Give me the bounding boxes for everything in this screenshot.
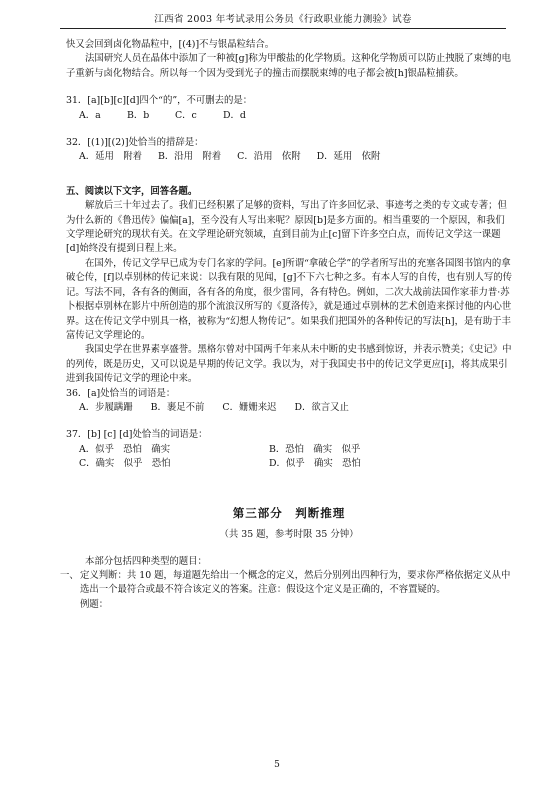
option-b: B．裹足不前 (150, 401, 205, 413)
option-c: C．沿用 依附 (237, 151, 301, 163)
passage-continuation-line: 快又会回到卤化物晶粒中，[(4)]不与银晶粒结合。 (66, 39, 275, 50)
option-c: C．姗姗来迟 (222, 401, 277, 413)
option-b: B．b (127, 109, 150, 121)
section-5-paragraph-3: 我国史学在世界素享盛誉。黑格尔曾对中国两千年来从未中断的史书感到惊讶，并表示赞美；《史记》中的列传，既是历史，又可以说是早期的传记文学。我以为，对于我国史书中的传记文学更应[i]，将其成果引进到我国传记文学的理论中来。 (66, 344, 512, 385)
section-5-paragraph-1: 解放后三十年过去了。我们已经积累了足够的资料，写出了许多回忆录、事迹考之类的专文或专著；但为什么新的《鲁迅传》偏偏[a]，至今没有人写出来呢？原因[b]是多方面的。相当重要的一个原因，和我们文学理论研究的现状有关。在文学理论研究领域，直到目前为止[c]留下许多空白点，而传记文学这一课题[d]始终没有提到日程上来。 (66, 200, 507, 255)
part-3-item-1 (60, 569, 512, 598)
item-number: 一、 (60, 569, 79, 581)
example-label: 例题： (80, 598, 109, 610)
question-32-stem: 32．[(1)][(2)]处恰当的措辞是： (66, 137, 204, 149)
option-b: B．恐怕 确实 似乎 (269, 443, 361, 455)
option-b: B．沿用 附着 (158, 151, 222, 163)
part-3-title: 第三部分 判断推理 (232, 505, 346, 520)
part-3-intro: 本部分包括四种类型的题目： (85, 555, 207, 567)
option-d: D．d (223, 109, 246, 121)
option-c: C．确实 似乎 恐怕 (79, 458, 171, 470)
question-36-stem: 36．[a]处恰当的词语是： (66, 387, 176, 399)
section-5-heading: 五、阅读以下文字，回答各题。 (66, 185, 198, 197)
part-3-subtitle: （共 35 题，参考时限 35 分钟） (219, 528, 359, 540)
option-a: A．步履蹒跚 (79, 401, 133, 413)
section-5-paragraph-2: 在国外，传记文学早已成为专门名家的学问。[e]所谓“拿破仑学”的学者所写出的充塞各国图书馆内的拿破仑传，[f]以卓别林的传记来说：以我有限的见闻，[g]不下六七种之多。有本人写的自传，也有别人写的传记。写法不同，各有各的侧面，各有各的角度，很少雷同，各有特色。例如，二次大战前法国作家菲力普·苏卜根据卓别林在影片中所创造的那个流浪汉所写的《夏洛传》，就是通过卓别林的艺术创造来探讨他的内心世界。这在传记文学中别具一格，被称为“幻想人物传记”。如果我们把国外的各种传记的写法[h]，是有助于丰富传记文学理论的。 (66, 257, 512, 341)
question-31-stem: 31．[a][b][c][d]四个“的”，不可删去的是： (66, 95, 253, 107)
question-32-options (66, 150, 512, 164)
header-rule (60, 28, 506, 29)
option-c: C．c (175, 109, 197, 121)
question-37-stem: 37．[b] [c] [d]处恰当的词语是： (66, 429, 208, 441)
option-d: D．欲言又止 (294, 401, 349, 413)
option-a: A．延用 附着 (79, 151, 143, 163)
option-a: A．a (79, 109, 101, 121)
page-content (60, 38, 512, 612)
page-number: 5 (274, 760, 280, 770)
question-37-options (66, 443, 512, 472)
question-31-options (66, 109, 512, 123)
option-d: D．延用 依附 (316, 151, 381, 163)
passage-paragraph: 法国研究人员在晶体中添加了一种被[g]称为甲酸盐的化学物质。这种化学物质可以防止拽脱了束缚的电子重新与卤化物结合。所以每一个因为受到光子的撞击而摆脱束缚的电子都会被[h]银晶粒捕获。 (66, 53, 511, 79)
option-d: D．似乎 确实 恐怕 (269, 458, 361, 470)
page-header: 江西省 2003 年考试录用公务员《行政职业能力测验》试卷 (154, 14, 412, 25)
option-a: A．似乎 恐怕 确实 (79, 443, 171, 455)
question-36-options (66, 401, 512, 415)
item-text: 定义判断：共 10 题，每道题先给出一个概念的定义，然后分别列出四种行为，要求你严格依据定义从中选出一个最符合或最不符合该定义的答案。注意：假设这个定义是正确的，不容置疑的。 (80, 569, 511, 596)
